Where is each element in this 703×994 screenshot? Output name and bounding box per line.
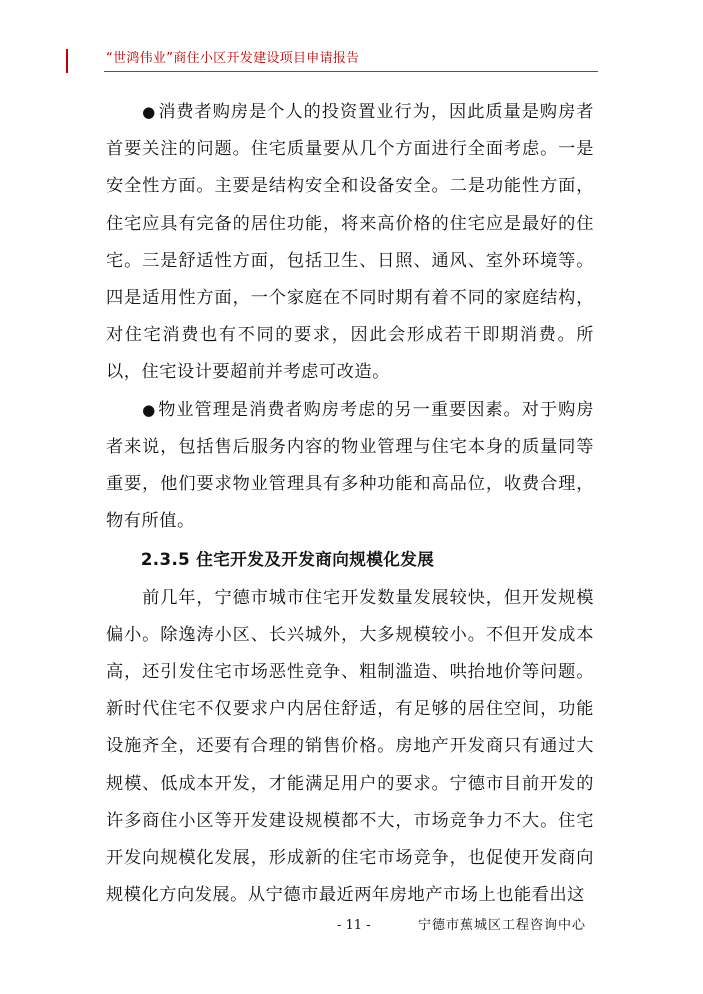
- header-accent-bar: [66, 49, 68, 73]
- page-footer: [0, 915, 703, 937]
- bullet-icon: ●: [142, 103, 157, 121]
- paragraph-text: 物业管理是消费者购房考虑的另一重要因素。对于购房者来说，包括售后服务内容的物业管理与住宅本身的质量同等重要，他们要求物业管理具有多种功能和高品位，收费合理，物有所值。: [106, 399, 594, 532]
- page-number: - 11 -: [337, 918, 371, 933]
- paragraph-text: 消费者购房是个人的投资置业行为，因此质量是购房者首要关注的问题。住宅质量要从几个方面进行全面考虑。一是安全性方面。主要是结构安全和设备安全。二是功能性方面，住宅应具有完备的居住功能，将来高价格的住宅应是最好的住宅。三是舒适性方面，包括卫生、日照、通风、室外环境等。四是适用性方面，一个家庭在不同时期有着不同的家庭结构，对住宅消费也有不同的要求，因此会形成若干即期消费。所以，住宅设计要超前并考虑可改造。: [106, 102, 594, 383]
- bullet-paragraph-property-management: [106, 392, 594, 541]
- bullet-icon: ●: [142, 400, 157, 419]
- bullet-paragraph-quality: [106, 94, 594, 392]
- header-divider: [104, 71, 598, 72]
- running-header-title: “世鸿伟业”商住小区开发建设项目申请报告: [106, 51, 360, 66]
- body-text: [106, 94, 594, 914]
- section-heading: 2.3.5 住宅开发及开发商向规模化发展: [140, 550, 435, 570]
- paragraph-scale-development: 前几年，宁德市城市住宅开发数量发展较快，但开发规模偏小。除逸涛小区、长兴城外，大多规模较小。不但开发成本高，还引发住宅市场恶性竞争、粗制滥造、哄抬地价等问题。新时代住宅不仅要求户内居住舒适，有足够的居住空间，功能设施齐全，还要有合理的销售价格。房地产开发商只有通过大规模、低成本开发，才能满足用户的要求。宁德市目前开发的许多商住小区等开发建设规模都不大，市场竞争力不大。住宅开发向规模化发展，形成新的住宅市场竞争，也促使开发商向规模化方向发展。从宁德市最近两年房地产市场上也能看出这: [106, 587, 594, 906]
- footer-organization: 宁德市蕉城区工程咨询中心: [418, 918, 587, 933]
